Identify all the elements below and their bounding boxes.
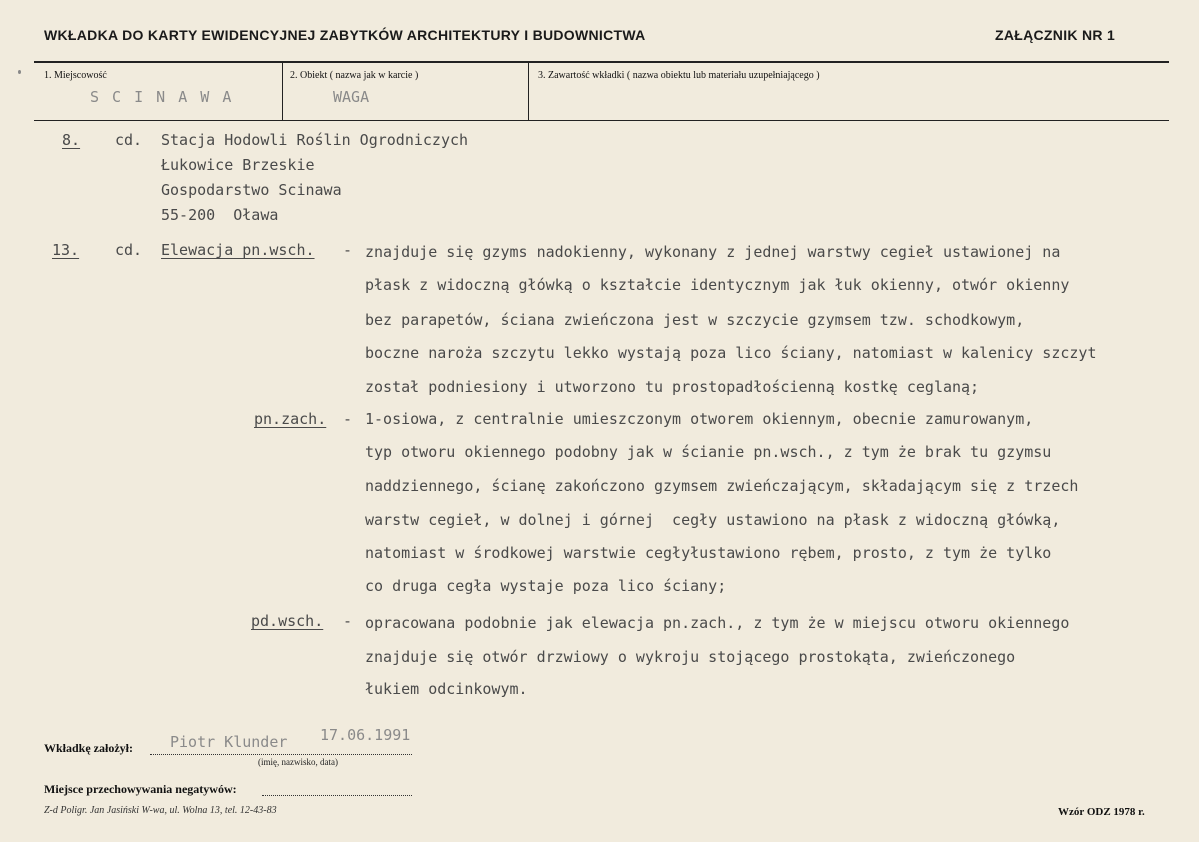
paragraph-line: znajduje się otwór drzwiowy o wykroju stojącego prostokąta, zwieńczonego — [365, 648, 1016, 666]
entry-8-cd: cd. — [115, 131, 143, 149]
locality-value: S C I N A W A — [90, 88, 234, 106]
paragraph-line: bez parapetów, ściana zwieńczona jest w szczycie gzymsem tzw. schodkowym, — [365, 311, 1025, 329]
elevation-se-label: pd.wsch. — [251, 612, 324, 630]
attachment-number: ZAŁĄCZNIK NR 1 — [995, 27, 1116, 43]
contents-label: 3. Zawartość wkładki ( nazwa obiektu lub materiału uzupełniającego ) — [538, 70, 820, 81]
paragraph-line: boczne naroża szczytu lekko wystają poza lico ściany, natomiast w kalenicy szczyt — [365, 344, 1097, 362]
entry-13-number: 13. — [52, 241, 80, 259]
elevation-ne-label: Elewacja pn.wsch. — [161, 241, 315, 259]
paragraph-line: został podniesiony i utworzono tu prostopadłościenną kostkę ceglaną; — [365, 378, 980, 396]
paragraph-line: płask z widoczną główką o kształcie identycznym jak łuk okienny, otwór okienny — [365, 276, 1070, 294]
field-divider-1 — [282, 62, 283, 120]
punch-mark — [18, 70, 21, 74]
paragraph-line: natomiast w środkowej warstwie cegłyłustawiono rębem, prosto, z tym że tylko — [365, 544, 1052, 562]
paragraph-line: warstw cegieł, w dolnej i górnej cegły ustawiono na płask z widoczną główką, — [365, 511, 1061, 529]
object-value: WAGA — [333, 88, 370, 106]
printer-imprint: Z-d Poligr. Jan Jasiński W-wa, ul. Wolna 13, tel. 12-43-83 — [44, 805, 277, 816]
paragraph-line: typ otworu okiennego podobny jak w ścianie pn.wsch., z tym że brak tu gzymsu — [365, 443, 1052, 461]
elevation-nw-label: pn.zach. — [254, 410, 327, 428]
card-title: WKŁADKA DO KARTY EWIDENCYJNEJ ZABYTKÓW ARCHITEKTURY I BUDOWNICTWA — [44, 27, 646, 43]
dash: - — [343, 612, 353, 630]
top-rule — [34, 61, 1169, 63]
dash: - — [343, 410, 353, 428]
object-label: 2. Obiekt ( nazwa jak w karcie ) — [290, 70, 419, 81]
founded-label: Wkładkę założył: — [44, 741, 133, 755]
field-divider-2 — [528, 62, 529, 120]
negatives-label: Miejsce przechowywania negatywów: — [44, 782, 237, 796]
form-number: Wzór ODZ 1978 r. — [1058, 806, 1145, 818]
paragraph-line: co druga cegła wystaje poza lico ściany; — [365, 577, 727, 595]
entry-8-line: 55-200 Oława — [161, 206, 279, 224]
paragraph-line: znajduje się gzyms nadokienny, wykonany z jednej warstwy cegieł ustawionej na — [365, 243, 1061, 261]
entry-8-line: Gospodarstwo Scinawa — [161, 181, 342, 199]
entry-13-cd: cd. — [115, 241, 143, 259]
entry-8-line: Stacja Hodowli Roślin Ogrodniczych — [161, 131, 469, 149]
fields-bottom-rule — [34, 120, 1169, 121]
paragraph-line: opracowana podobnie jak elewacja pn.zach., z tym że w miejscu otworu okiennego — [365, 614, 1070, 632]
negatives-dotted-line — [262, 795, 412, 796]
paragraph-line: naddziennego, ścianę zakończono gzymsem zwieńczającym, składającym się z trzech — [365, 477, 1079, 495]
locality-label: 1. Miejscowość — [44, 70, 107, 81]
entry-8-number: 8. — [62, 131, 81, 149]
entry-8-line: Łukowice Brzeskie — [161, 156, 315, 174]
founded-dotted-line — [150, 754, 412, 755]
founded-date: 17.06.1991 — [320, 726, 411, 744]
founded-hint: (imię, nazwisko, data) — [258, 757, 338, 767]
founded-name: Piotr Klunder — [170, 733, 288, 751]
paragraph-line: łukiem odcinkowym. — [365, 680, 528, 698]
dash: - — [343, 241, 353, 259]
paragraph-line: 1-osiowa, z centralnie umieszczonym otworem okiennym, obecnie zamurowanym, — [365, 410, 1034, 428]
